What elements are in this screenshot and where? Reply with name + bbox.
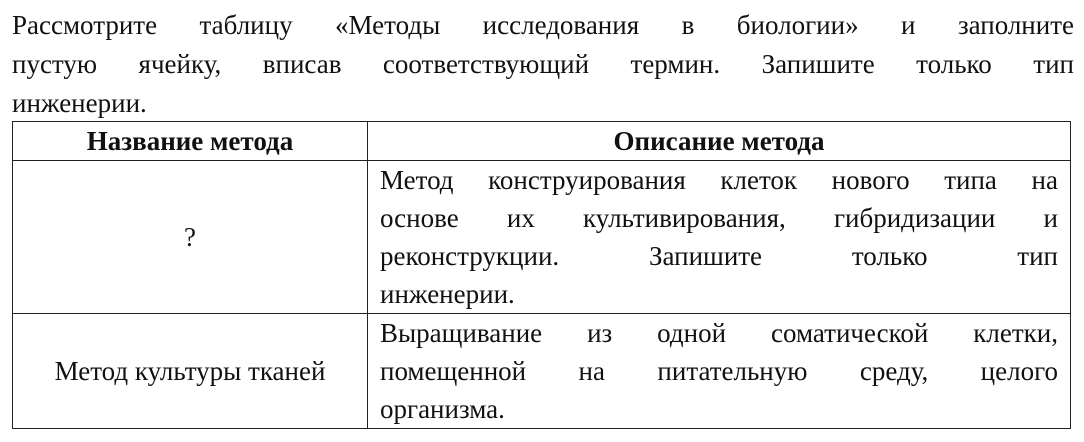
method-name-cell: Метод культуры тканей (13, 314, 368, 429)
description-line: помещенной на питательную среду, целого (380, 356, 1058, 386)
description-line: основе их культивирования, гибридизации и (380, 203, 1058, 233)
task-instructions (12, 6, 1074, 123)
methods-table (12, 121, 1071, 429)
method-name-cell-empty: ? (13, 161, 368, 314)
header-method-name: Название метода (13, 122, 368, 161)
description-line: Выращивание из одной соматической клетки, (380, 318, 1058, 348)
instruction-line: пустую ячейку, вписав соответствующий термин. Запишите только тип (12, 49, 1074, 79)
description-line: реконструкции. Запишите только тип (380, 241, 1058, 271)
header-method-description: Описание метода (368, 122, 1071, 161)
table-row (13, 314, 1071, 429)
method-description-cell (368, 314, 1071, 429)
description-line: Метод конструирования клеток нового типа на (380, 165, 1058, 195)
instruction-line: инженерии. (12, 88, 147, 118)
table-row (13, 161, 1071, 314)
description-line: инженерии. (380, 279, 515, 309)
method-description-cell (368, 161, 1071, 314)
instruction-line: Рассмотрите таблицу «Методы исследования в биологии» и заполните (12, 10, 1074, 40)
description-line: организма. (380, 394, 505, 424)
table-header-row (13, 122, 1071, 161)
